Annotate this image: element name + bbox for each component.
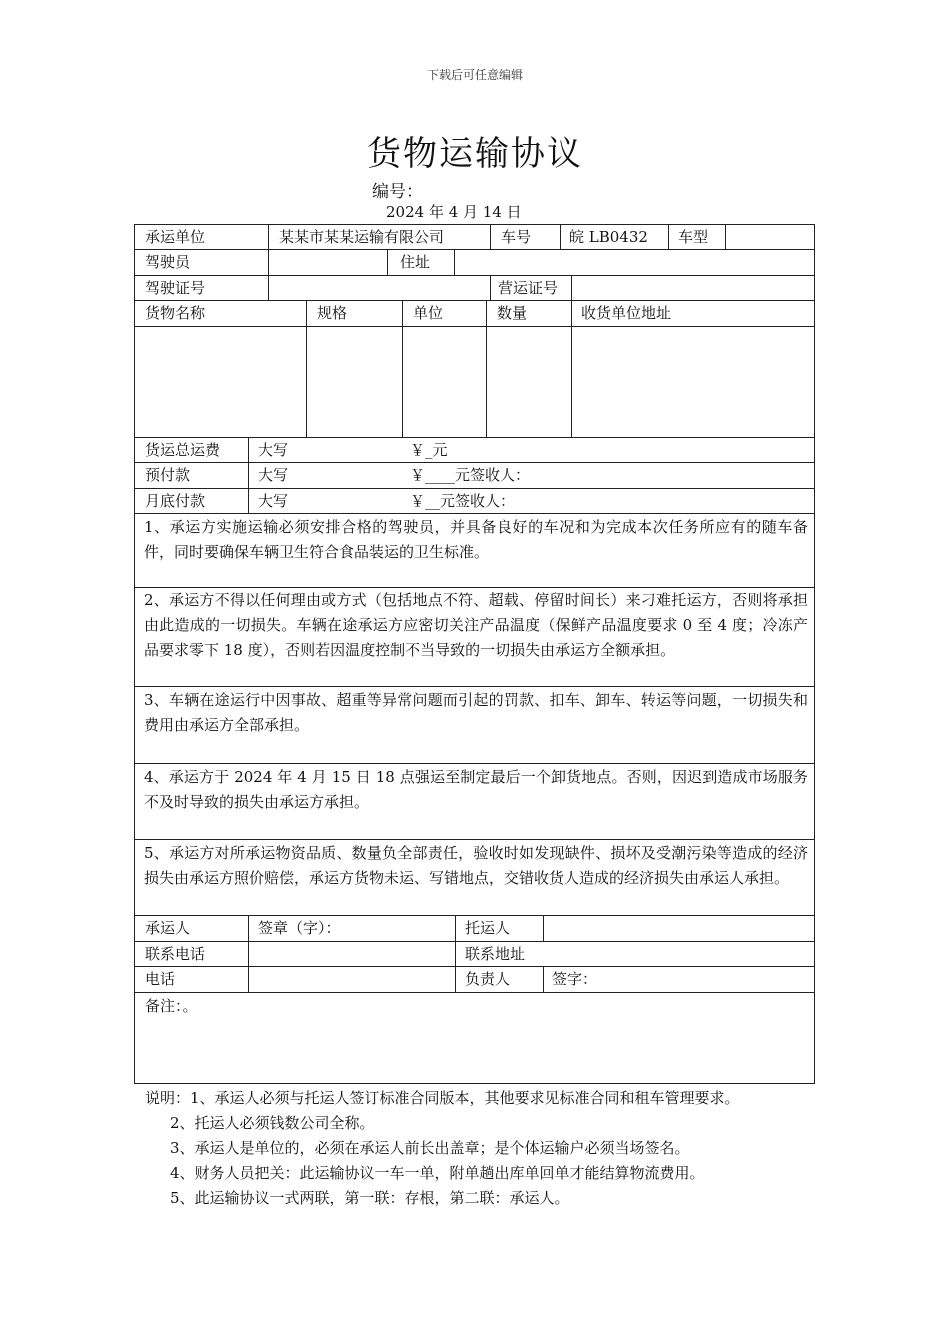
col-divider (490, 224, 491, 250)
carrier-unit-value: 某某市某某运输有限公司 (279, 228, 445, 246)
goods-header-unit: 单位 (413, 304, 444, 322)
fee-monthend-label: 月底付款 (145, 492, 206, 510)
header-note: 下载后可任意编辑 (426, 68, 523, 82)
note-2: 2、托运人必须钱数公司全称。 (170, 1114, 375, 1132)
row-divider (134, 437, 815, 438)
col-divider (560, 224, 561, 250)
col-divider (248, 915, 249, 992)
col-divider (387, 249, 388, 275)
address-label: 住址 (400, 253, 431, 271)
goods-header-spec: 规格 (317, 304, 348, 322)
goods-header-address: 收货单位地址 (581, 304, 672, 322)
contact-address-label: 联系地址 (465, 945, 526, 963)
col-divider (268, 275, 269, 301)
goods-header-name: 货物名称 (145, 304, 206, 322)
col-divider (543, 915, 544, 941)
col-divider (268, 224, 269, 250)
row-divider (134, 992, 815, 993)
row-divider (134, 763, 815, 764)
goods-header-qty: 数量 (497, 304, 528, 322)
page-title: 货物运输协议 (367, 134, 583, 174)
row-divider (134, 275, 815, 276)
note-3: 3、承运人是单位的，必须在承运人前长出盖章；是个体运输户必须当场签名。 (170, 1139, 690, 1157)
row-divider (134, 249, 815, 250)
responsible-label: 负责人 (465, 970, 511, 988)
col-divider (455, 915, 456, 992)
note-1: 说明：1、承运人必须与托运人签订标准合同版本，其他要求见标准合同和租车管理要求。 (145, 1089, 740, 1107)
fee-total-label: 货运总运费 (145, 441, 221, 459)
plate-value: 皖 LB0432 (569, 228, 648, 246)
carrier-unit-label: 承运单位 (145, 228, 206, 246)
note-4: 4、财务人员把关：此运输协议一车一单，附单趟出库单回单才能结算物流费用。 (170, 1164, 705, 1182)
phone-label: 联系电话 (145, 945, 206, 963)
row-divider (134, 839, 815, 840)
clause-4: 4、承运方于 2024 年 4 月 15 日 18 点强运至制定最后一个卸货地点。否则，因迟到造成市场服务不及时导致的损失由承运方承担。 (144, 768, 808, 811)
plate-label: 车号 (501, 228, 532, 246)
fee-prepaid-amount: ￥____元签收人： (410, 466, 531, 484)
seal-label: 签章（字）： (258, 919, 341, 937)
contract-date: 2024 年 4 月 14 日 (386, 203, 522, 221)
fee-prepaid-upper: 大写 (258, 466, 289, 484)
col-divider (725, 224, 726, 250)
shipper-label: 托运人 (465, 919, 511, 937)
col-divider (486, 300, 487, 437)
row-divider (134, 300, 815, 301)
col-divider (306, 300, 307, 437)
sign-label: 签字： (552, 970, 598, 988)
col-divider (268, 249, 269, 275)
license-label: 驾驶证号 (145, 279, 206, 297)
fee-monthend-amount: ￥__元签收人： (410, 492, 516, 510)
serial-number-label: 编号： (372, 182, 423, 202)
col-divider (668, 224, 669, 250)
tel-label: 电话 (145, 970, 176, 988)
clause-3: 3、车辆在途运行中因事故、超重等异常问题而引起的罚款、扣车、卸车、转运等问题，一切损失和费用由承运方全部承担。 (144, 691, 808, 734)
note-5: 5、此运输协议一式两联，第一联：存根，第二联：承运人。 (170, 1189, 570, 1207)
col-divider (454, 249, 455, 275)
row-divider (134, 326, 815, 327)
col-divider (543, 966, 544, 992)
col-divider (248, 437, 249, 513)
clause-1: 1、承运方实施运输必须安排合格的驾驶员，并具备良好的车况和为完成本次任务所应有的随车备件，同时要确保车辆卫生符合食品装运的卫生标准。 (144, 518, 808, 561)
col-divider (402, 300, 403, 437)
col-divider (571, 300, 572, 437)
vehicle-type-label: 车型 (678, 228, 709, 246)
driver-label: 驾驶员 (145, 253, 191, 271)
fee-prepaid-label: 预付款 (145, 466, 191, 484)
fee-monthend-upper: 大写 (258, 492, 289, 510)
carrier-label: 承运人 (145, 919, 191, 937)
remarks: 备注：。 (145, 997, 198, 1015)
fee-total-upper: 大写 (258, 441, 289, 459)
clause-5: 5、承运方对所承运物资品质、数量负全部责任，验收时如发现缺件、损坏及受潮污染等造成的经济损失由承运方照价赔偿，承运方货物未运、写错地点，交错收货人造成的经济损失由承运人承担。 (144, 844, 808, 887)
clause-2: 2、承运方不得以任何理由或方式（包括地点不符、超载、停留时间长）来刁难托运方，否则将承担由此造成的一切损失。车辆在途承运方应密切关注产品温度（保鲜产品温度要求 0 至 4 度；冷冻产品要求零下 18 度），否则若因温度控制不当导致的一切损失由承运方全额承担。 (144, 591, 808, 659)
col-divider (490, 275, 491, 301)
fee-total-amount: ￥_元 (410, 441, 448, 459)
row-divider (134, 686, 815, 687)
col-divider (571, 275, 572, 301)
operation-cert-label: 营运证号 (498, 279, 559, 297)
